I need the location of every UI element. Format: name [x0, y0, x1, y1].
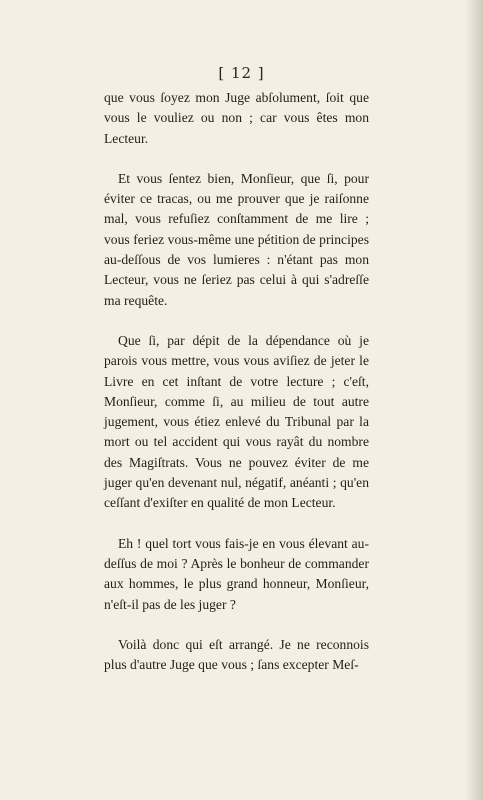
page-number: [ 12 ]: [218, 64, 265, 82]
paragraph-4: Eh ! quel tort vous fais-je en vous élevant au-deſſus de moi ? Après le bonheur de commander aux hommes, le plus grand honneur, Monſieur, n'eſt-il pas de les juger ?: [104, 535, 369, 612]
paragraph-5: Voilà donc qui eſt arrangé. Je ne reconnois plus d'autre Juge que vous ; ſans excepter Meſ-: [104, 636, 369, 673]
body-text: [104, 88, 369, 695]
paragraph-2: Et vous ſentez bien, Monſieur, que ſi, pour éviter ce tracas, ou me prouver que je raiſonne mal, vous refuſiez conſtamment de me lire ; vous feriez vous-même une pétition de principes au-deſſous de vos lumieres : n'étant pas mon Lecteur, vous ne ſeriez pas celui à qui s'adreſſe ma requête.: [104, 170, 369, 308]
paragraph-3: Que ſi, par dépit de la dépendance où je parois vous mettre, vous vous aviſiez de jeter le Livre en cet inſtant de votre lecture ; c'eſt, Monſieur, comme ſi, au milieu de tout autre jugement, vous étiez enlevé du Tribunal par la mort ou tel accident qui vous rayât du nombre des Magiſtrats. Vous ne pouvez éviter de me juger qu'en devenant nul, négatif, anéanti ; qu'en ceſſant d'exiſter en qualité de mon Lecteur.: [104, 332, 369, 511]
paragraph-1: que vous ſoyez mon Juge abſolument, ſoit que vous le vouliez ou non ; car vous êtes mon Lecteur.: [104, 90, 369, 146]
